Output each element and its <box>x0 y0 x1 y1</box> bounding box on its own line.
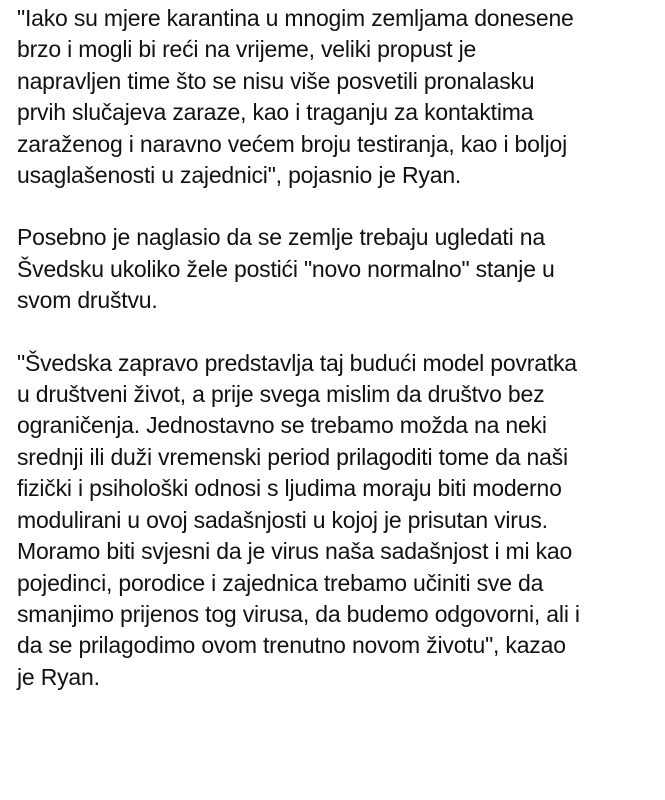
paragraph-quote-ryan-2: "Švedska zapravo predstavlja taj budući model povratka u društveni život, a prije svega mislim da društvo bez ograničenja. Jednostavno se trebamo možda na neki srednji ili duži vremenski period prilagoditi tome da naši fizički i psihološki odnosi s ljudima moraju biti moderno modulirani u ovoj sadašnjosti u kojoj je prisutan virus. Moramo biti svjesni da je virus naša sadašnjost i mi kao pojedinci, porodice i zajednica trebamo učiniti sve da smanjimo prijenos tog virusa, da budemo odgovorni, ali i da se prilagodimo ovom trenutno novom životu", kazao je Ryan. <box>17 349 580 690</box>
paragraph-quote-ryan-1: "Iako su mjere karantina u mnogim zemljama donesene brzo i mogli bi reći na vrijeme, veliki propust je napravljen time što se nisu više posvetili pronalasku prvih slučajeva zaraze, kao i traganju za kontaktima zaraženog i naravno većem broju testiranja, kao i boljoj usaglašenosti u zajednici", pojasnio je Ryan. <box>17 5 574 189</box>
paragraph-sweden-model: Posebno je naglasio da se zemlje trebaju ugledati na Švedsku ukoliko žele postići "novo normalno" stanje u svom društvu. <box>17 224 555 314</box>
